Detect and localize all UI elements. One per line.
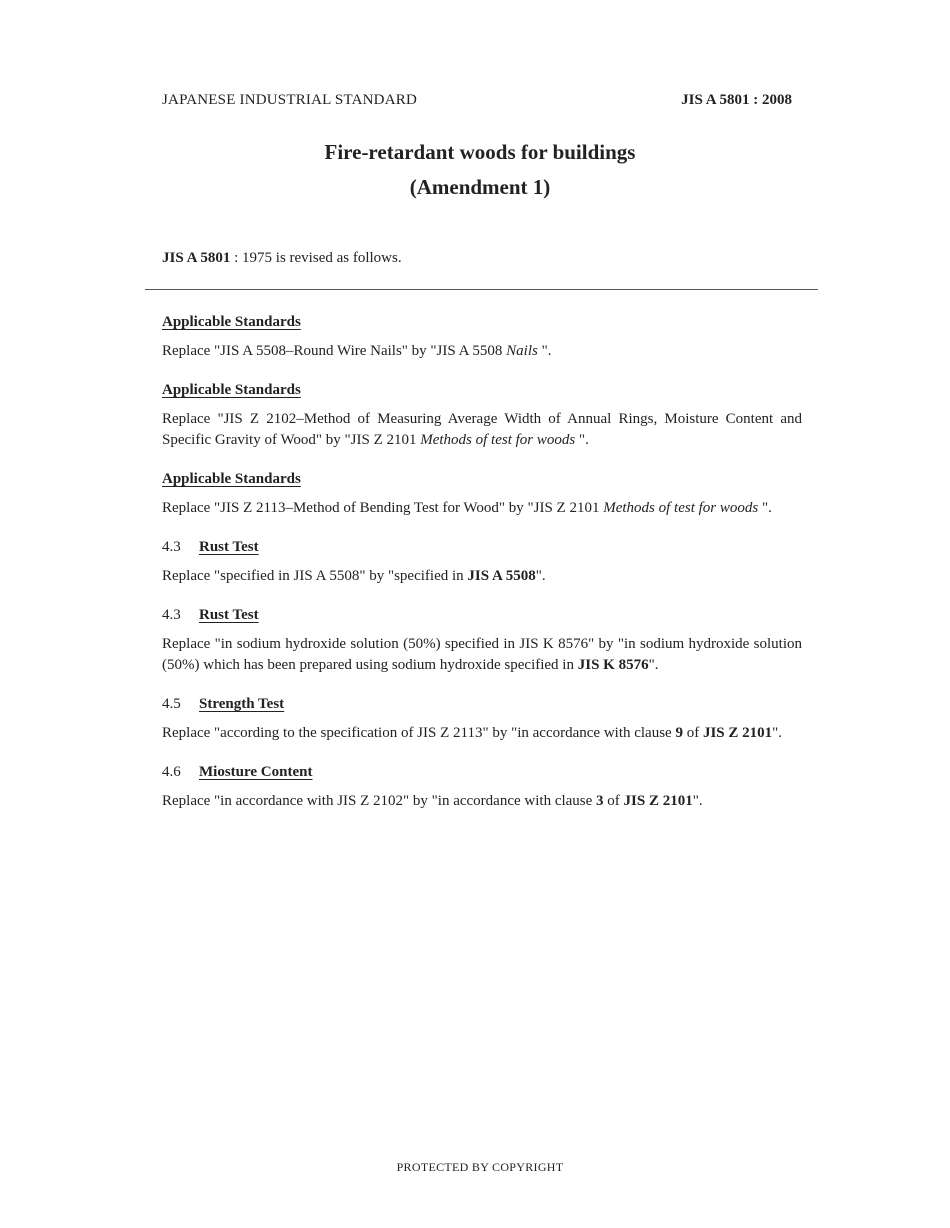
- section-number: 4.6: [162, 764, 181, 780]
- section-body: [162, 498, 802, 519]
- body-bold: 3: [596, 793, 604, 809]
- body-text: Replace "according to the specification of JIS Z 2113" by "in accordance with clause: [162, 725, 676, 741]
- section-heading: [162, 312, 802, 332]
- body-text: Replace "in accordance with JIS Z 2102" by "in accordance with clause: [162, 793, 597, 809]
- intro-ref: JIS A 5801: [162, 250, 231, 266]
- section-heading-text: Applicable Standards: [162, 382, 301, 398]
- body-text: Replace "JIS Z 2113–Method of Bending Test for Wood" by "JIS Z 2101: [162, 500, 604, 516]
- body-text: ".: [535, 568, 546, 584]
- section-body: [162, 566, 802, 587]
- body-text: ".: [648, 657, 659, 673]
- copyright-footer: PROTECTED BY COPYRIGHT: [396, 1160, 564, 1174]
- intro-rest: : 1975 is revised as follows.: [230, 250, 402, 266]
- section-body: [162, 634, 802, 676]
- section-body: [162, 409, 802, 451]
- body-bold: JIS Z 2101: [623, 793, 693, 809]
- section-heading: [162, 605, 802, 625]
- section-heading-text: Miosture Content: [199, 764, 313, 780]
- section-heading-text: Strength Test: [199, 696, 285, 712]
- section-heading-text: Rust Test: [199, 539, 259, 555]
- section-heading: [162, 694, 802, 714]
- divider: [145, 289, 818, 290]
- body-italic: Methods of test for woods: [603, 500, 759, 516]
- body-italic: Methods of test for woods: [420, 432, 576, 448]
- body-text: Replace "JIS Z 2102–Method of Measuring Average Width of Annual Rings, Moisture Content and Specific Gravity of Wood" by "JIS Z 2101: [162, 411, 802, 448]
- body-bold: JIS A 5508: [467, 568, 536, 584]
- body-bold: 9: [675, 725, 683, 741]
- body-bold: JIS Z 2101: [702, 725, 773, 741]
- body-italic: Nails: [506, 343, 538, 359]
- body-text: of: [603, 793, 624, 809]
- body-text: ".: [575, 432, 589, 448]
- intro-text: [162, 250, 402, 267]
- body-text: ".: [758, 500, 772, 516]
- body-text: of: [682, 725, 703, 741]
- section-number: 4.3: [162, 539, 181, 555]
- body-text: ".: [537, 343, 552, 359]
- header-standard-name: JAPANESE INDUSTRIAL STANDARD: [162, 92, 417, 108]
- body-bold: JIS K 8576: [577, 657, 649, 673]
- section-heading: [162, 380, 802, 400]
- section-body: [162, 341, 802, 362]
- amendment-list: [162, 312, 802, 830]
- section-heading: [162, 537, 802, 557]
- section-number: 4.5: [162, 696, 181, 712]
- body-text: ".: [692, 793, 703, 809]
- document-subtitle: (Amendment 1): [409, 175, 551, 199]
- body-text: ".: [772, 725, 783, 741]
- document-title: Fire-retardant woods for buildings: [324, 140, 636, 164]
- header-standard-number: JIS A 5801 : 2008: [681, 92, 792, 108]
- section-heading-text: Rust Test: [199, 607, 259, 623]
- section-body: [162, 791, 802, 812]
- section-heading-text: Applicable Standards: [162, 471, 301, 487]
- body-text: Replace "JIS A 5508–Round Wire Nails" by "JIS A 5508: [162, 343, 507, 359]
- section-heading: [162, 469, 802, 489]
- section-body: [162, 723, 802, 744]
- section-number: 4.3: [162, 607, 181, 623]
- section-heading: [162, 762, 802, 782]
- body-text: Replace "in sodium hydroxide solution (50%) specified in JIS K 8576" by "in sodium hydroxide solution (50%) which has been prepared using sodium hydroxide specified in: [162, 636, 802, 673]
- section-heading-text: Applicable Standards: [162, 314, 301, 330]
- body-text: Replace "specified in JIS A 5508" by "specified in: [162, 568, 468, 584]
